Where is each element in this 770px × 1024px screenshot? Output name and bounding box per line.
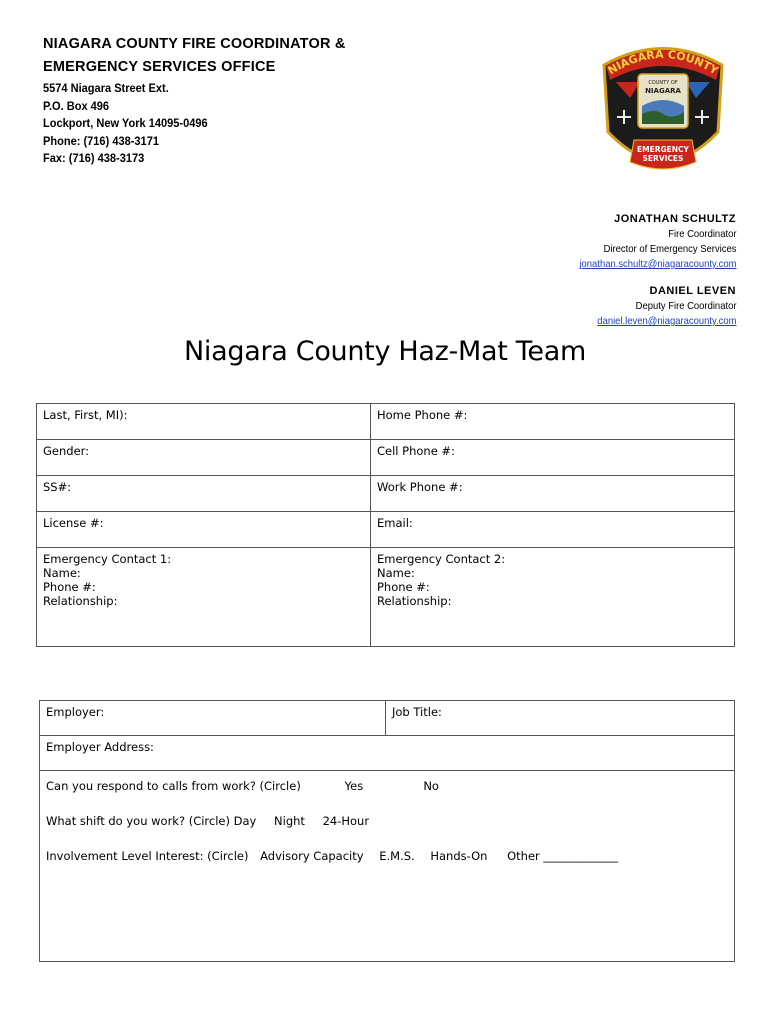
contact-role: Director of Emergency Services [603, 243, 736, 255]
field-label: Phone #: [43, 580, 96, 594]
office-title-line2: EMERGENCY SERVICES OFFICE [43, 59, 276, 75]
email-field[interactable]: Email: [371, 512, 735, 548]
option-24-hour[interactable]: 24-Hour [322, 814, 370, 828]
home-phone-field[interactable]: Home Phone #: [371, 404, 735, 440]
logo-inner-name: NIAGARA [645, 87, 681, 95]
contact-name: DANIEL LEVEN [649, 285, 736, 297]
logo-banner-line2: SERVICES [642, 154, 684, 163]
option-yes[interactable]: Yes [344, 779, 364, 793]
employment-table [39, 700, 735, 962]
emergency-contact-2-field[interactable] [371, 548, 735, 647]
field-label: Phone #: [377, 580, 430, 594]
contact-email-link[interactable]: jonathan.schultz@niagaracounty.com [578, 258, 736, 270]
contact-email-link[interactable]: daniel.leven@niagaracounty.com [596, 315, 736, 327]
shift-question-day[interactable]: What shift do you work? (Circle) Day [46, 814, 257, 828]
personal-info-table [36, 403, 735, 647]
employer-address-field[interactable]: Employer Address: [40, 736, 735, 771]
logo-arc-text: NIAGARA COUNTY [605, 47, 721, 78]
availability-section [40, 771, 735, 962]
field-label: Name: [377, 566, 415, 580]
cell-phone-field[interactable]: Cell Phone #: [371, 440, 735, 476]
field-label: Emergency Contact 1: [43, 552, 172, 566]
involvement-question-row [46, 849, 728, 884]
ss-field[interactable]: SS#: [37, 476, 371, 512]
address-line: P.O. Box 496 [43, 98, 110, 113]
logo-banner-line1: EMERGENCY [637, 145, 689, 154]
address-line: Lockport, New York 14095-0496 [43, 116, 208, 130]
work-phone-field[interactable]: Work Phone #: [371, 476, 735, 512]
shift-question-row [46, 814, 728, 849]
address-line: Fax: (716) 438-3173 [43, 151, 145, 165]
contact-name: JONATHAN SCHULTZ [614, 213, 736, 225]
job-title-field[interactable]: Job Title: [386, 701, 735, 736]
respond-question: Can you respond to calls from work? (Circle) [46, 779, 301, 793]
gender-field[interactable]: Gender: [37, 440, 371, 476]
field-label: Emergency Contact 2: [377, 552, 506, 566]
office-address [43, 80, 222, 168]
respond-question-row [46, 779, 728, 814]
form-title: Niagara County Haz-Mat Team [184, 336, 586, 367]
option-ems[interactable]: E.M.S. [379, 849, 415, 863]
emergency-contact-1-field[interactable] [37, 548, 371, 647]
field-label: Relationship: [377, 594, 452, 608]
address-line: Phone: (716) 438-3171 [43, 133, 159, 148]
office-title [43, 33, 346, 79]
name-field[interactable]: Last, First, MI): [37, 404, 371, 440]
license-field[interactable]: License #: [37, 512, 371, 548]
contact-role: Deputy Fire Coordinator [635, 300, 736, 312]
address-line: 5574 Niagara Street Ext. [43, 81, 169, 95]
involvement-question: Involvement Level Interest: (Circle) [46, 849, 249, 863]
contact-role: Fire Coordinator [667, 228, 736, 240]
field-label: Relationship: [43, 594, 118, 608]
office-title-line1: NIAGARA COUNTY FIRE COORDINATOR & [43, 36, 346, 52]
option-other[interactable]: Other _____________ [507, 849, 619, 863]
staff-contacts [562, 212, 736, 329]
field-label: Name: [43, 566, 81, 580]
logo-inner-top: COUNTY OF [648, 80, 678, 86]
option-no[interactable]: No [423, 779, 439, 793]
option-night[interactable]: Night [274, 814, 305, 828]
option-advisory-capacity[interactable]: Advisory Capacity [260, 849, 364, 863]
emergency-services-patch-logo [594, 40, 732, 180]
option-hands-on[interactable]: Hands-On [430, 849, 488, 863]
employer-field[interactable]: Employer: [40, 701, 386, 736]
